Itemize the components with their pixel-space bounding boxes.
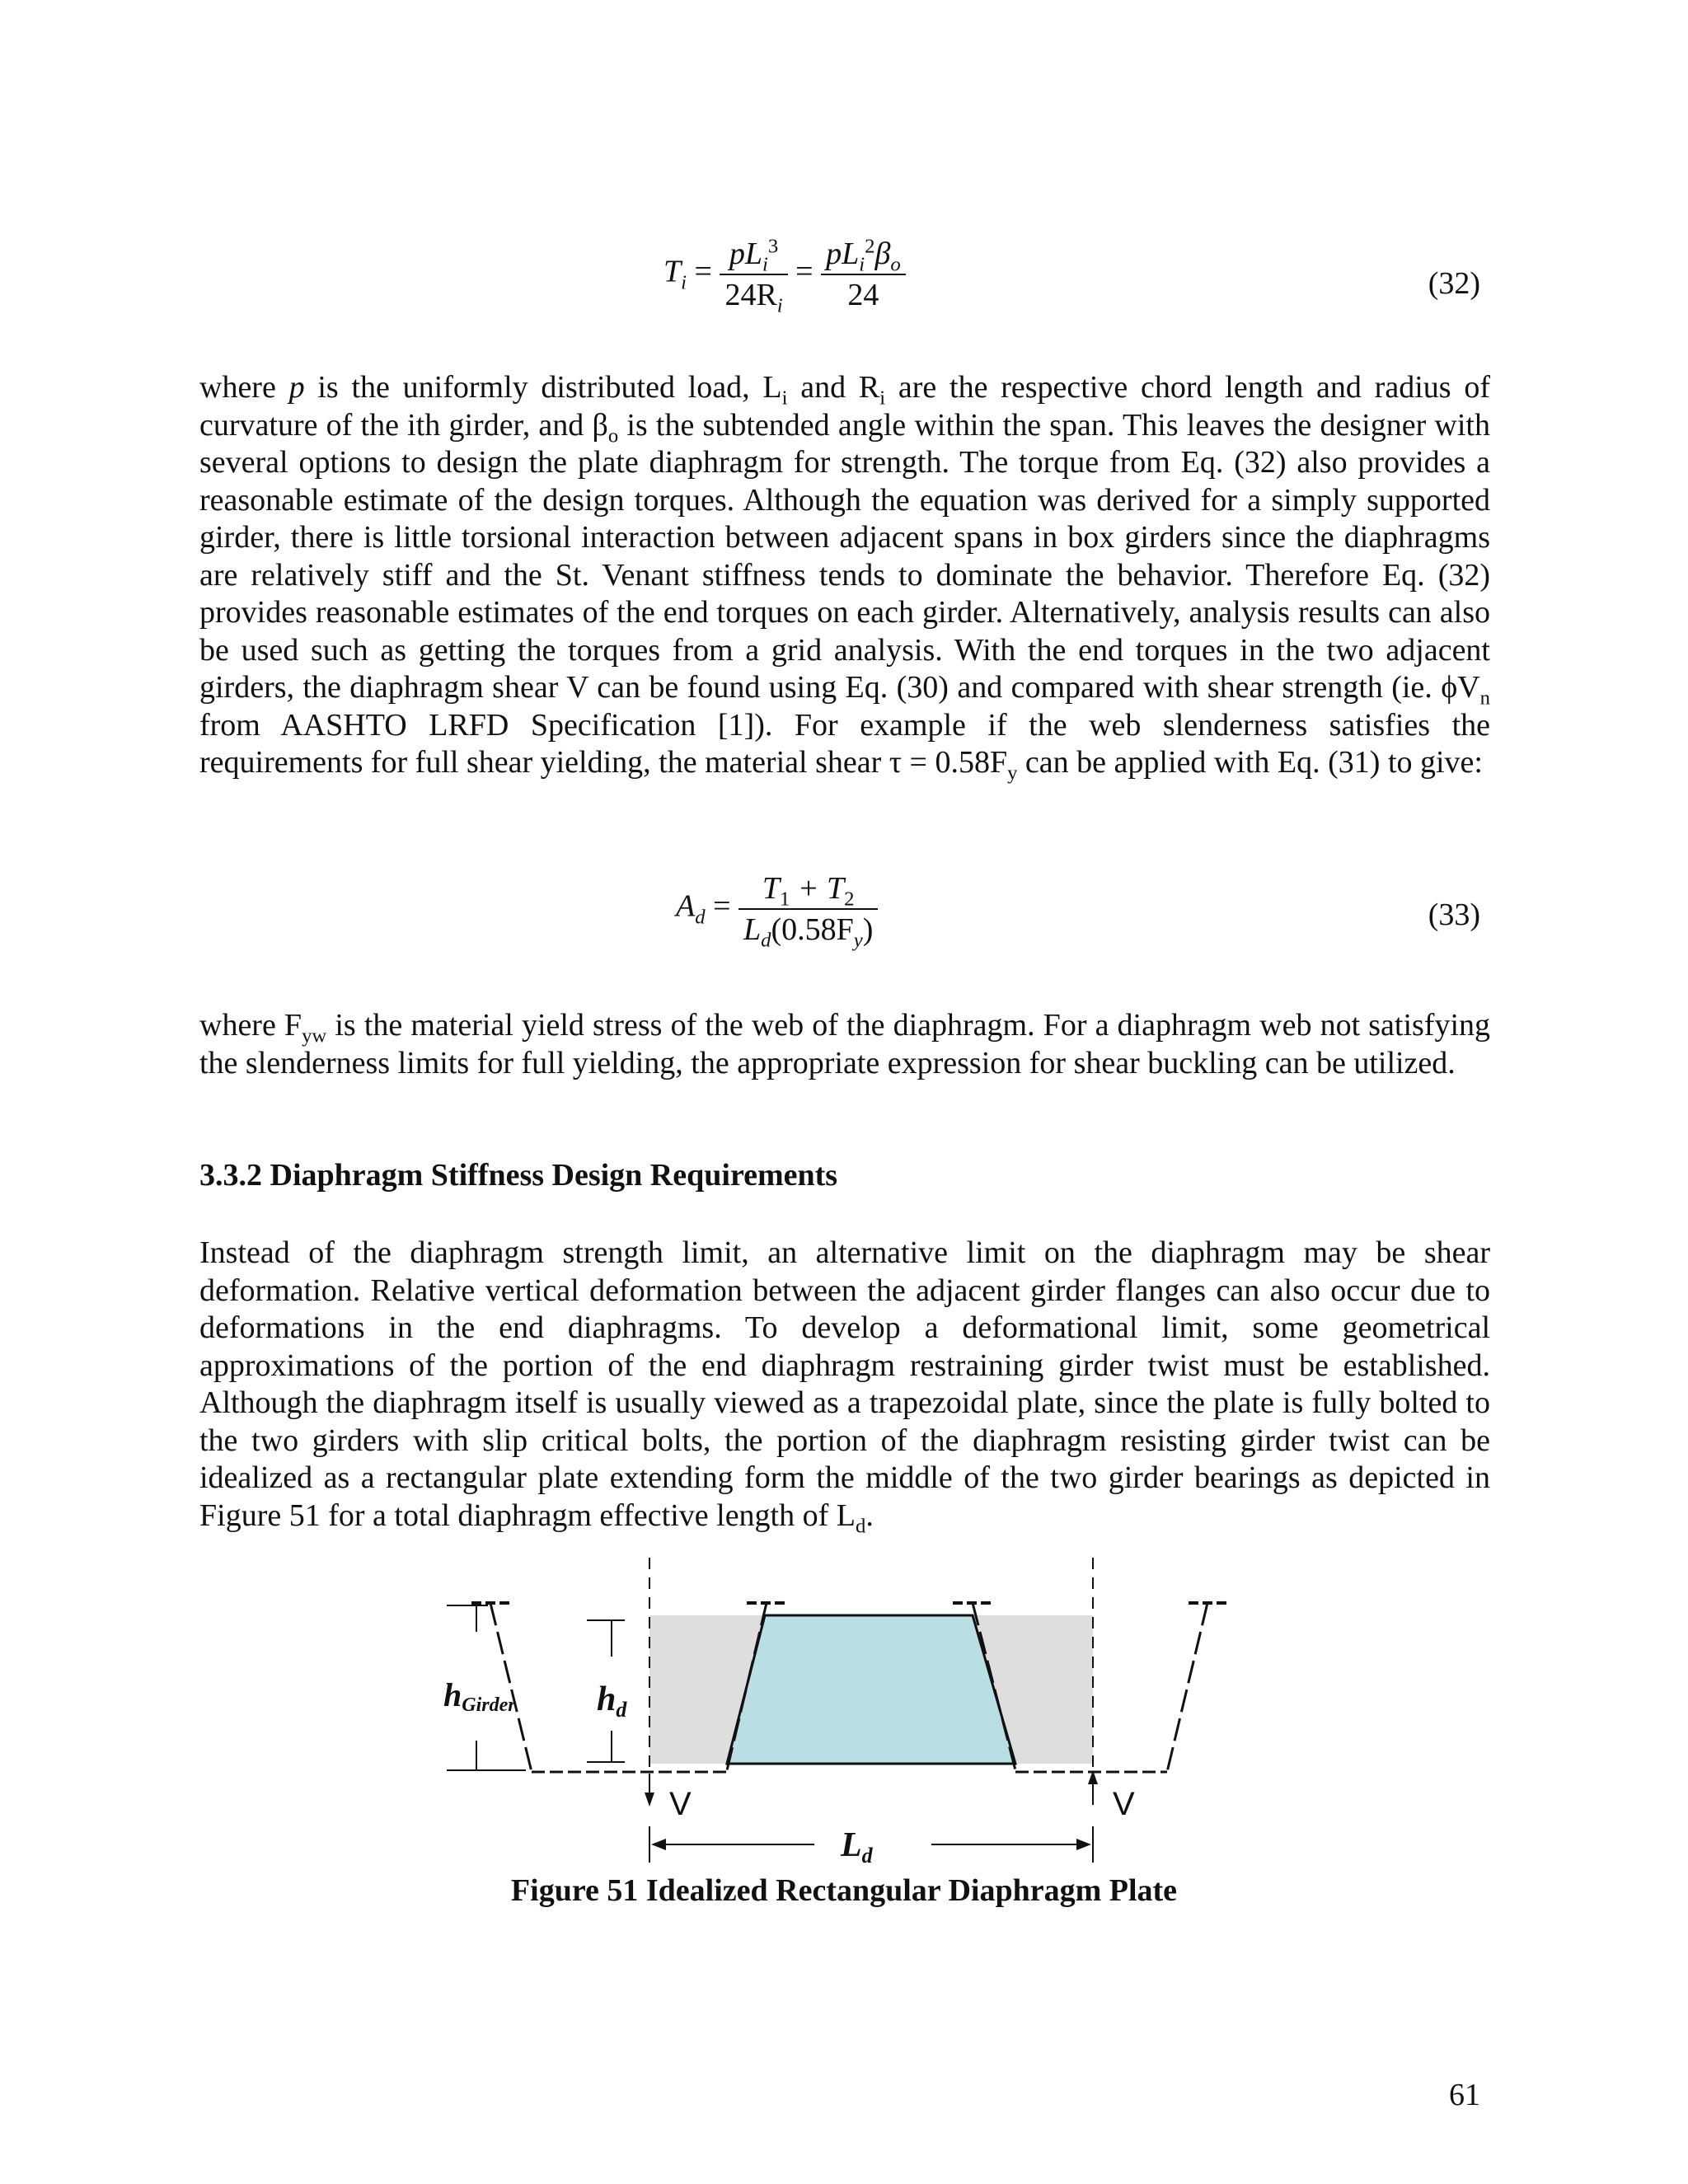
eq32-fraction-1: $\frac{pL_i^3}{24R_i}$	[720, 236, 787, 313]
page-number: 61	[1449, 2078, 1480, 2112]
diaphragm-plate	[727, 1615, 1015, 1764]
left-girder-outer-web	[490, 1603, 532, 1772]
eq32-lhs: T	[663, 254, 682, 289]
eq32-lhs-sub: i	[681, 271, 687, 294]
ld-right-arrow	[1076, 1839, 1091, 1850]
figure-caption: Figure 51 Idealized Rectangular Diaphragm Plate	[510, 1873, 1178, 1908]
equation-32: $T_i$ = $\frac{pL_i^3}{24R_i}$ = $\frac{pL_i^2\beta_o}{24}$	[663, 236, 906, 313]
left-shear-arrow-head	[645, 1793, 654, 1807]
eq32-fraction-2: $\frac{pL_i^2\beta_o}{24}$	[821, 236, 906, 313]
paragraph-1: where p is the uniformly distributed load, $L_i$ and $R_i$ are the respective chord length and radius of curvature of the ith girder, and $\beta_o$ is the subtended angle within the span. This leaves the designer with several options to design the plate diaphragm for strength. The torque from Eq. (32) also provides a reasonable estimate of the design torques. Although the equation was derived for a simply supported girder, there is little torsional interaction between adjacent spans in box girders since the diaphragms are relatively stiff and the St. Venant stiffness tends to dominate the behavior. Therefore Eq. (32) provides reasonable estimates of the end torques on each girder. Alternatively, analysis results can also be used such as getting the torques from a grid analysis. With the end torques in the two adjacent girders, the diaphragm shear V can be found using Eq. (30) and compared with shear strength (ie. $\phi V_n$ from AASHTO LRFD Specification [1]). For example if the web slenderness satisfies the requirements for full shear yielding, the material shear $\tau = 0.58F_y$ can be applied with Eq. (31) to give:	[199, 370, 1490, 785]
paragraph-2: where $F_{yw}$ is the material yield stress of the web of the diaphragm. For a diaphragm web not satisfying the slenderness limits for full yielding, the appropriate expression for shear buckling can be utilized.	[199, 1008, 1491, 1080]
h-d-label: hd	[597, 1680, 627, 1722]
equation-33: $A_d$ = $\frac{T_1 + T_2}{L_d(0.58F_y)}$	[676, 870, 878, 948]
v-left-label: V	[669, 1786, 692, 1822]
paragraph-3: Instead of the diaphragm strength limit, an alternative limit on the diaphragm may be shear deformation. Relative vertical deformation between the adjacent girder flanges can also occur due to deformations in the end diaphragms. To develop a deformational limit, some geometrical approximations of the portion of the end diaphragm restraining girder twist must be established. Although the diaphragm itself is usually viewed as a trapezoidal plate, since the plate is fully bolted to the two girders with slip critical bolts, the portion of the diaphragm resisting girder twist can be idealized as a rectangular plate extending form the middle of the two girder bearings as depicted in Figure 51 for a total diaphragm effective length of $L_d$.	[199, 1235, 1490, 1538]
l-d-label: Ld	[841, 1826, 873, 1868]
h-girder-label: hGirder	[443, 1676, 516, 1716]
v-right-label: V	[1113, 1786, 1135, 1822]
eq33-fraction: $\frac{T_1 + T_2}{L_d(0.58F_y)}$	[738, 870, 878, 948]
equation-32-number: (32)	[1428, 266, 1480, 301]
figure-51-diagram	[412, 1558, 1269, 1871]
section-heading: 3.3.2 Diaphragm Stiffness Design Requirements	[199, 1158, 838, 1193]
equation-33-number: (33)	[1428, 898, 1480, 932]
right-girder-outer-web	[1167, 1603, 1207, 1772]
ld-left-arrow	[651, 1839, 666, 1850]
eq33-lhs: A	[676, 888, 696, 924]
